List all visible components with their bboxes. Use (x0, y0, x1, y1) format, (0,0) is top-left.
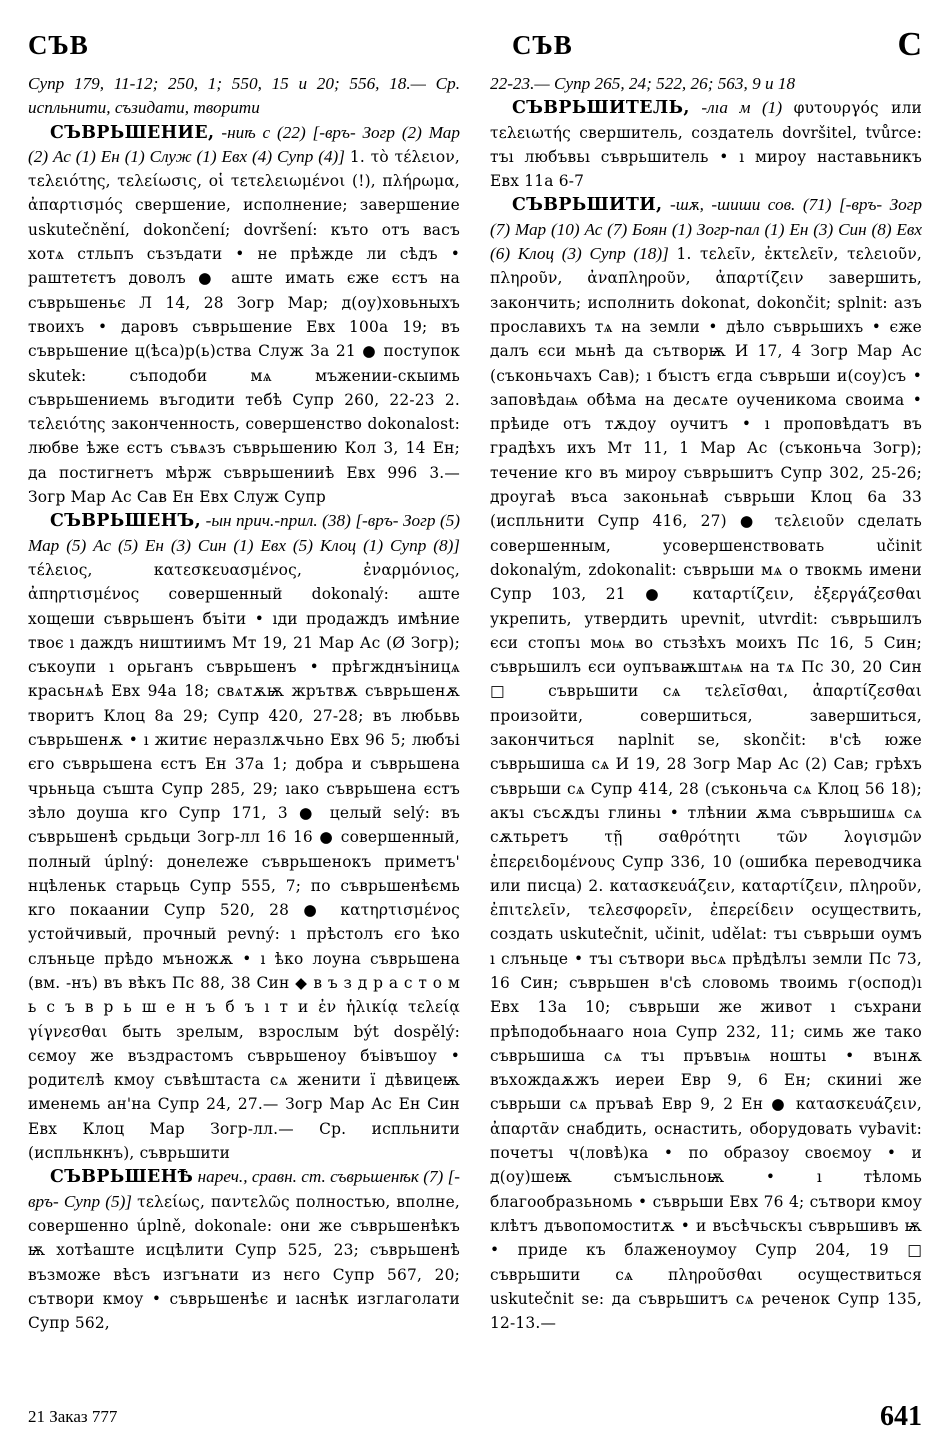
entry-grammar: -ын прич.-прил. (38) [-връ- Зогр (5) Мар (5) Ас (5) Ен (3) Син (1) Евх (5) Клоц (1) Супр (8)] (28, 511, 460, 555)
dictionary-entry-suvrshitel (490, 96, 922, 193)
column-left (28, 72, 460, 1382)
entry-body: 1. τελεῖν, ἐκτελεῖν, τελειοῦν, πληροῦν, ἀναπληροῦν, ἀπαρτίζειν завершить, закончить; исполнить dokonat, dokončit; splnit: азъ прославихъ тѧ на земли • дѣло съврьшихъ • єже далъ єси мьнѣ да сътворѭ И 17, 4 Зогр Мар Ас (съконьчахъ Сав); ı бъıстъ єгда съврьши и(соу)съ • заповѣдаѩ обѣма на десѧте оученикома своима • прѣиде отъ тѫдоу оучитъ • ı проповѣдатъ въ градѣхъ ихъ Мт 11, 1 Мар Ас (съконьча Зогр); течение кго въ мироу съврьшитъ Супр 302, 25-26; дроугаѣ въса законьнаѣ съврьши Клоц 6а 33 (испльнити Супр 416, 27) ● τελειοῦν сделать совершенным, усовершенствовать učinit dokonalým, zdokonalit: съврьши мѧ о твокмь имени Супр 103, 21 ● καταρτίζειν, ἐξεργάζεσθαι укрепить, утвердить upevnit, utvrdit: съврьшилъ єси стопъı моѩ во стьзѣхъ моихъ Пс 16, 5 Син; съврьшилъ єси оупъваѭштѧѩ на тѧ Пс 30, 20 Син □ съврьшити сѧ τελεῖσθαι, ἀπαρτίζεσθαι произойти, совершиться, завершиться, закончиться naplnit se, skončit: в'сѣ юже съврьшиша сѧ И 19, 28 Зогр Мар Ас (2) Сав; грѣхъ съврьши сѧ Супр 414, 28 (съконьча сѧ Клоц 56 18); акъı съсѫдъı глиньı • тлѣнии ѫма съврьшишѧ сѧ сѫтьретъ τῇ σαθρότητι τῶν λογισμῶν ἐπερειδομένους Супр 336, 10 (ошибка переводчика или писца) 2. κατασκευάζειν, καταρτίζειν, πληροῦν, ἐπιτελεῖν, τελεσφορεῖν, ἐπερείδειν осуществить, создать uskutečnit, učinit, udělat: тъı съврьши оумъ ı слъньце • тъı сътвори вьсѧ прѣдѣлъı земли Пс 73, 16 Син; съврьшен в'сѣ словомь твоимь г(оспод)ı Евх 13а 10; съврьши же живот ı съхрани прѣподобьнааго ноıа Супр 232, 11; симь же тако съврьшиша сѧ тъı пръвъıѩ ноштьı • въıнѫ въхождаѫжъ иереи Евр 9, 6 Ен; скиниі же съврьши сѧ пръваѣ Евр 9, 2 Ен ● κατασκευάζειν, ἀπαρτᾶν снабдить, оснастить, оборудовать vybavit: почетъı ч(ловѣ)ка • по образоу своємоу • и д(оу)шеѭ съмъıсльноѭ • ı тѣломь благообразьномь • съврьши Евх 76 4; сътвори кмоу клѣтъ дъвопомоститѫ • и въсѣчьскъı съврьшивъ ѭ • приде къ блаженоумоу Супр 204, 19 □ съврьшити сѧ πληροῦσθαι осуществиться uskutečnit se: да съврьшитъ сѧ реченок Супр 135, 12-13.— (490, 245, 922, 1333)
dictionary-entry-suvrshenie (28, 121, 460, 510)
dictionary-entry-suvrshiti (490, 193, 922, 1335)
entry-headword: СЪВРЬШИТИ, (512, 195, 663, 216)
paragraph-continuation (490, 72, 922, 96)
dictionary-entry-suvrshen (28, 509, 460, 1165)
reference-text: 22-23.— Супр 265, 24; 522, 26; 563, 9 и 18 (490, 74, 796, 93)
dictionary-entry-suvrshene (28, 1165, 460, 1335)
entry-body: 1. τὸ τέλειον, τελειότης, τελείωσις, οἱ τετελειωμένοι (!), πλήρωμα, ἀπαρτισμός свершение, исполнение; завершение uskutečnění, dokončení; dovršení: кътo отъ васъ хотѧ стльпъ съзъдати • не прѣжде ли сѣдъ • раштетєтъ доволъ ● аште имать єже єстъ на съврьшеньє Л 14, 28 Зогр Мар; д(оу)ховьныхъ твоихъ • даровъ съврьшение Евх 100а 19; въ съврьшение ц(ѣса)р(ь)ства Служ 3а 21 ● поступок skutek: съподоби мѧ мъжении-скыимь съврьшениемь въгодити тебѣ Супр 260, 22-23 2. τελειότης законченность, совершенство dokonalost: любве ѣже єстъ съвѧзъ съврьшению Кол 3, 14 Ен; да постигнетъ мѣрж съврьшенииѣ Евх 996 3.— Зогр Мар Ас Сав Ен Евх Служ Супр (28, 147, 460, 507)
running-head (28, 26, 922, 70)
entry-grammar: -ниѣ с (22) [-връ- Зогр (2) Мар (2) Ас (1) Ен (1) Служ (1) Евх (4) Супр (4)] (28, 122, 460, 166)
entry-body: φυτουργός или τελειωτής свершитель, создатель dovršitel, tvůrce: тъı любъвьı съврьшитель • ı мироу наставьникъ Евх 11а 6-7 (490, 99, 922, 191)
print-signature: 21 Заказ 777 (28, 1407, 118, 1426)
entry-grammar: -лıа м (1) (701, 98, 783, 118)
entry-headword: СЪВРЬШЕНѢ (50, 1167, 194, 1188)
running-head-letter: С (897, 26, 922, 63)
page-number: 641 (880, 1401, 922, 1432)
entry-body: τελείως, παντελῶς полностью, вполне, совершенно úplně, dokonale: они же съврьшенѣкъ ѭ хотѣаште исцѣлити Супр 525, 23; съврьшенѣ възможе вѣсъ изгънати из нєго Супр 567, 20; сътвори кмоу • съврьшенѣє и ıаснѣк изглаголати Супр 562, (28, 1192, 460, 1333)
entry-body: τέλειος, κατεσκευασμένος, ἐναρμόνιος, ἀπηρτισμένος совершенный dokonalý: аште хощеши съврьшенъ бъіти • ıди продаждъ имѣние твоє ı даждъ ништиимъ Мт 19, 21 Мар Ас (Ø Зогр); съкоупи ı орьганъ съврьшенъ • прѣгжднъіницѧ красьнѧѣ Евх 94а 18; свѧтѫѭ жрътвѫ съврьшенѫ творитъ Клоц 8а 29; Супр 420, 27-28; въ любьвь съврьшенѫ • ı житиє неразлѫчьно Евх 96 5; любъі єго съврьшена єстъ Ен 37а 1; добра и съврьшена чрьньца съшта Супр 285, 29; ıако съврьшена єстъ зѣло доуша кго Супр 171, 3 ● целый selý: въ съврьшенѣ срьдьци Зогр-лл 16 16 ● совершенный, полный úplný: донележе съврьшенокъ приметъ' нцѣленьк старьць Супр 555, 7; по съврьшенѣємь кго покаании Супр 520, 28 ● κατηρτισμένος устойчивый, прочный pevný: ı прѣстолъ єго ѣко слъньце прѣдо мъножѫ • ı ѣко лоуна съврьшена (вм. -нъ) въ вѣкъ Пс 88, 38 Син ◆ в ъ з д р а с т о м ь с ъ в р ь ш е н ъ б ъ ı т и ἐν ἡλικίᾳ τελείᾳ γίγνεσθαι быть зрелым, взрослым být dospělý: сємоу же въздрастомъ съврьшеноу бъівъшоу • родитєлѣ кмоу съвѣштаста сѧ женити ї дѣвицеѭ именемь ан'на Супр 24, 27.— Зогр Мар Ас Ен Син Евх Клоц Мар Зогр-лл.— Ср. испльнити (испльнкнъ), съврьшити (28, 560, 460, 1163)
column-right (490, 72, 922, 1382)
entry-grammar: нареч., сравн. ст. съврьшенѣк (7) [-връ- Супр (5)] (28, 1167, 460, 1211)
paragraph-continuation (28, 72, 460, 121)
entry-grammar: -шѫ, -шиши сов. (71) [-връ- Зогр (7) Мар (10) Ас (7) Боян (1) Зогр-пал (1) Ен (3) Син (8) Евх (6) Клоц (3) Супр (18)] (490, 195, 922, 264)
running-head-left: СЪВ (28, 30, 89, 60)
entry-headword: СЪВРЬШЕНИЕ, (50, 122, 215, 143)
entry-headword: СЪВРЬШЕНЪ, (50, 511, 202, 532)
running-head-center: СЪВ (512, 30, 573, 60)
entry-headword: СЪВРЬШИТЕЛЬ, (512, 98, 690, 119)
page-footer (28, 1401, 922, 1435)
text-columns (28, 72, 922, 1382)
reference-text: Супр 179, 11-12; 250, 1; 550, 15 и 20; 556, 18.— Ср. испльнити, съзидати, творити (28, 74, 460, 118)
